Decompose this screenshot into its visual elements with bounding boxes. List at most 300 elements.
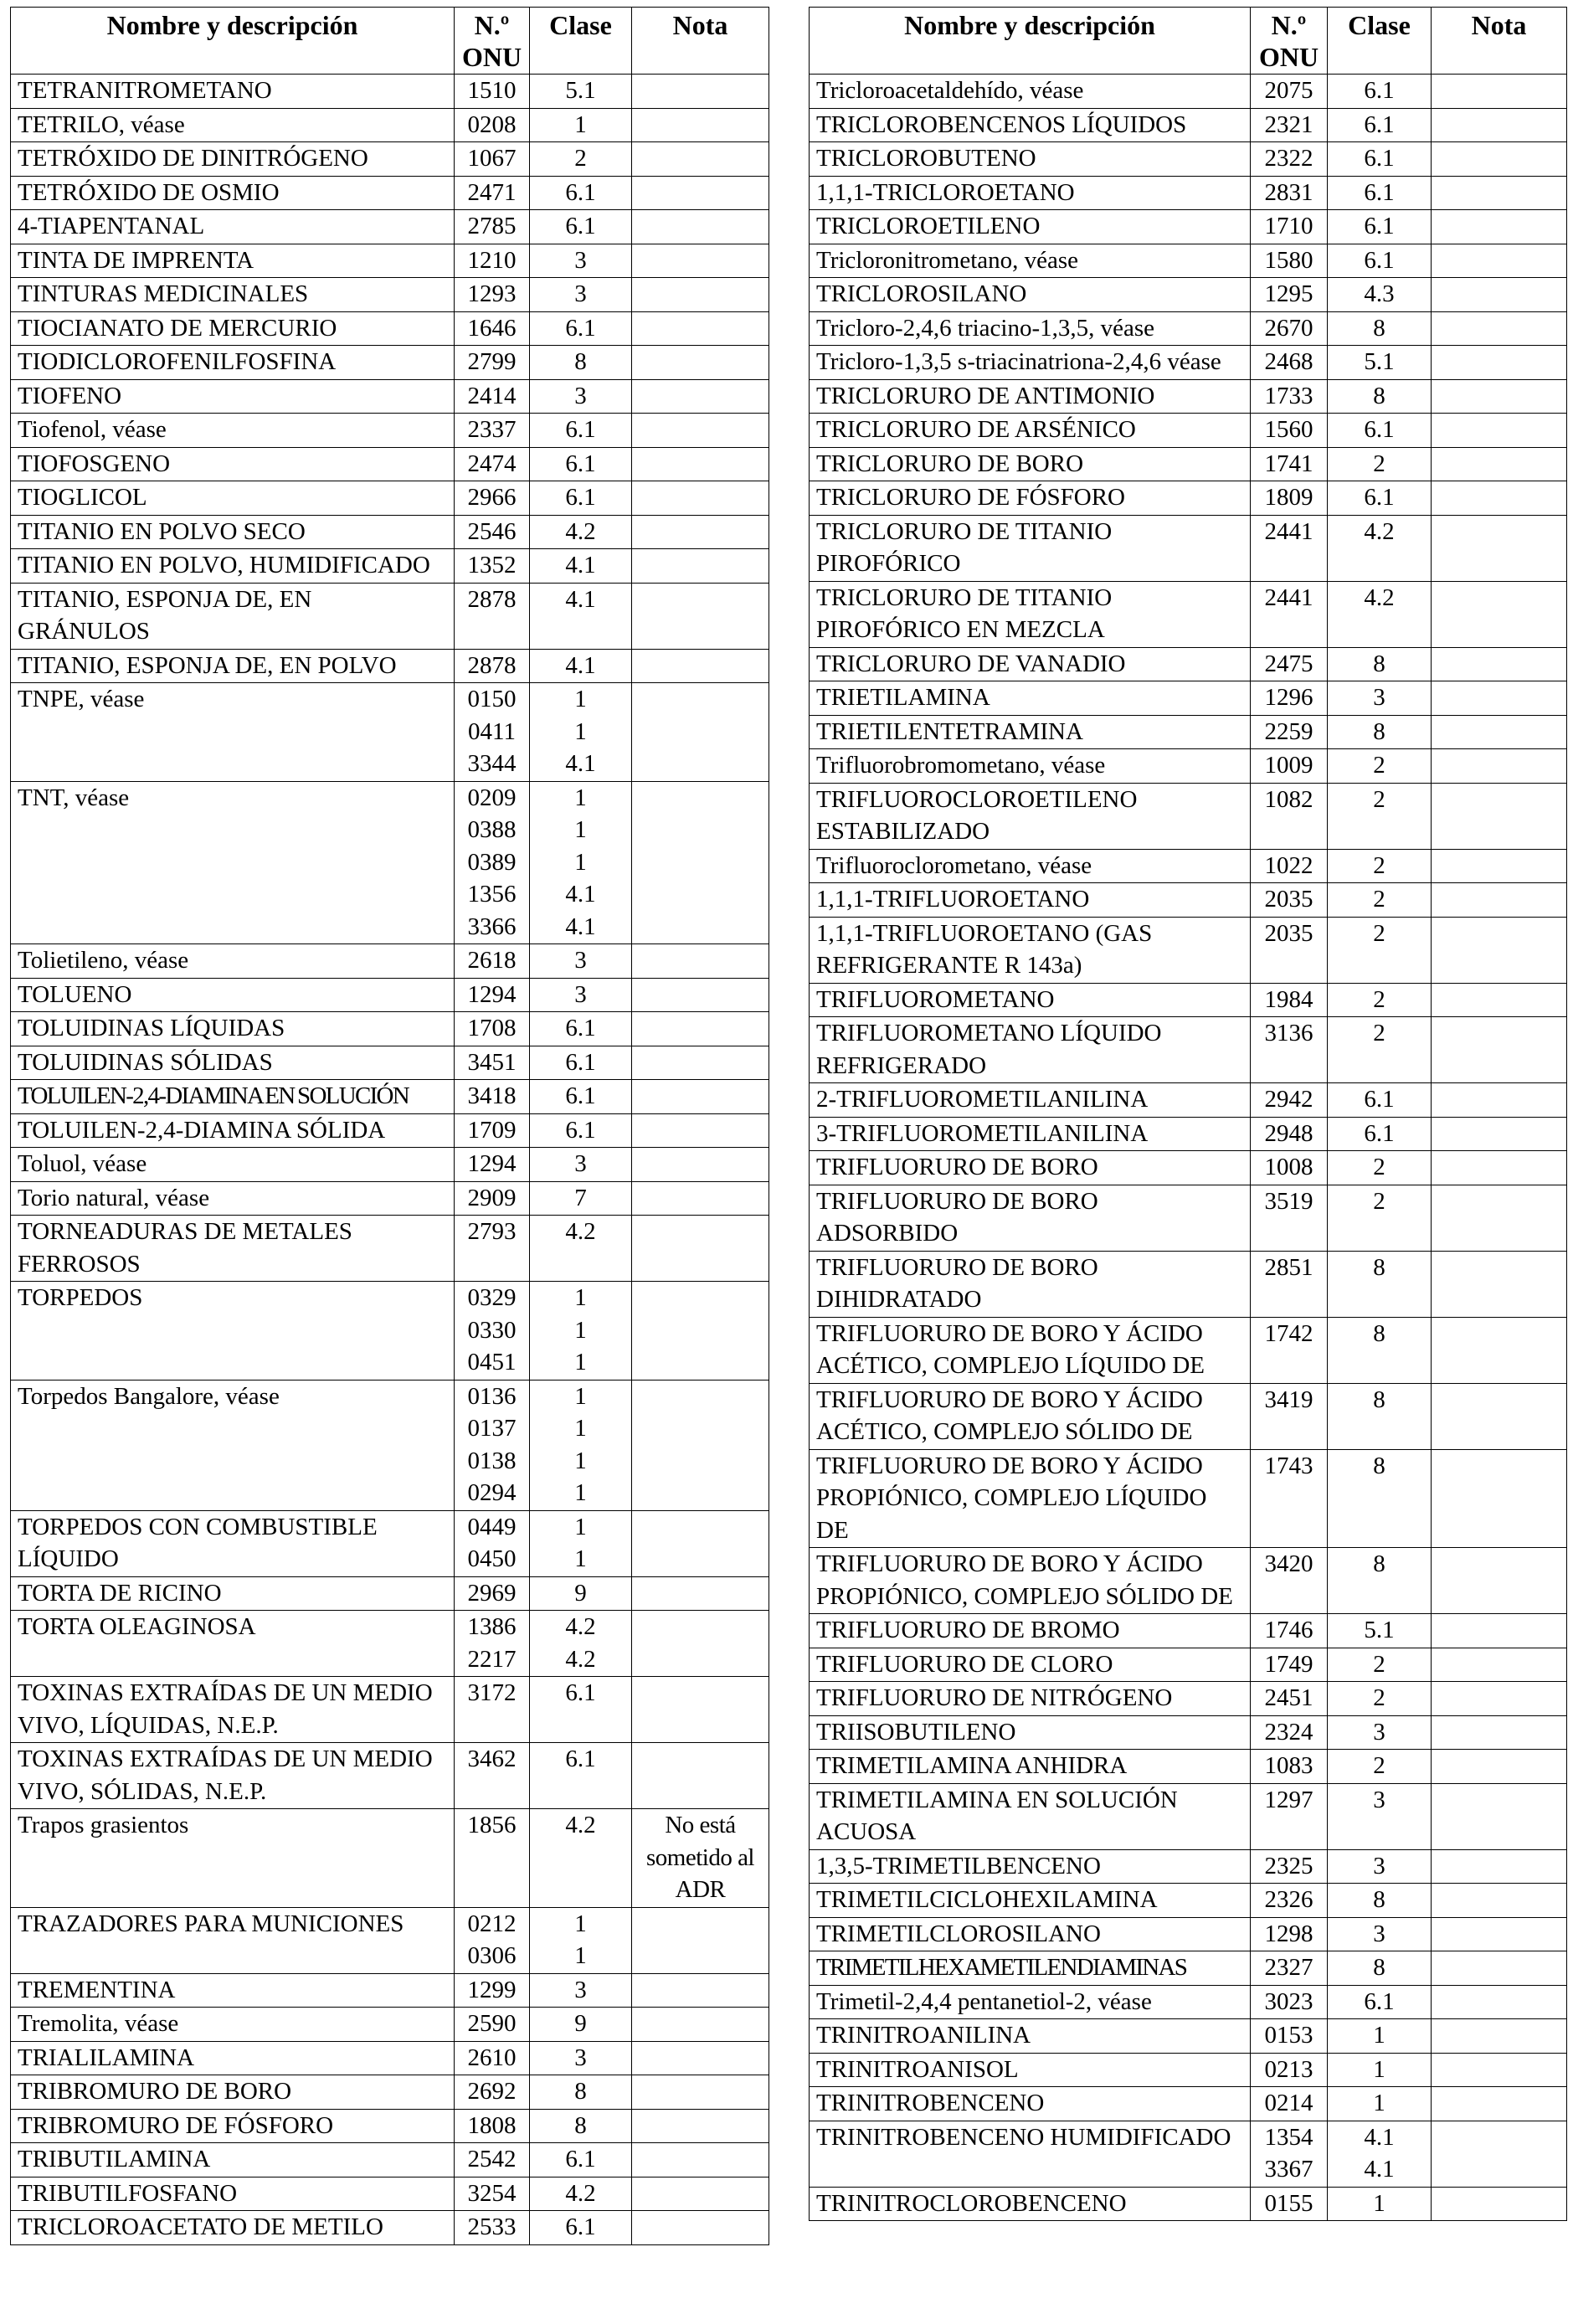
un-number: 0388 — [467, 816, 517, 843]
un-number: 1354 — [1264, 2123, 1313, 2151]
header-nota: Nota — [632, 8, 769, 75]
hazard-class: 1 — [574, 1415, 587, 1442]
table-row — [11, 244, 769, 278]
substance-name: 1,1,1-TRICLOROETANO — [810, 176, 1251, 210]
hazard-class-cell — [1328, 2019, 1432, 2054]
note-cell — [632, 649, 769, 683]
note-cell — [1432, 447, 1567, 481]
table-row — [810, 75, 1567, 109]
un-number: 2414 — [467, 382, 517, 409]
header-clase: Clase — [1328, 8, 1432, 75]
table-body-left — [11, 75, 769, 2245]
un-number-cell — [1251, 1017, 1328, 1083]
un-number: 0155 — [1264, 2189, 1313, 2217]
un-number: 0213 — [1264, 2055, 1313, 2083]
table-row — [810, 2087, 1567, 2121]
hazard-class-cell — [1328, 749, 1432, 784]
un-number: 2324 — [1264, 1718, 1313, 1746]
hazard-class-cell — [1328, 1682, 1432, 1716]
un-number-cell — [1251, 244, 1328, 278]
un-number: 1210 — [467, 246, 517, 274]
hazard-class: 6.1 — [565, 1679, 596, 1706]
header-onu-line2: ONU — [461, 42, 522, 72]
un-number: 1296 — [1264, 684, 1313, 711]
un-number: 3419 — [1264, 1386, 1313, 1413]
un-number-cell — [1251, 1715, 1328, 1750]
hazard-class: 1 — [574, 1479, 587, 1506]
table-row — [810, 379, 1567, 414]
table-row — [810, 1117, 1567, 1151]
hazard-class: 1 — [1373, 2189, 1385, 2217]
hazard-class: 4.1 — [565, 881, 596, 907]
table-row — [11, 2143, 769, 2177]
un-number-cell — [1251, 379, 1328, 414]
un-number-cell — [1251, 75, 1328, 109]
table-row — [11, 683, 769, 782]
un-number-cell — [455, 1012, 530, 1046]
hazard-class: 8 — [1373, 1319, 1385, 1347]
hazard-class: 1 — [574, 1513, 587, 1540]
hazard-class-cell — [1328, 1884, 1432, 1918]
un-number: 2831 — [1264, 178, 1313, 206]
note-cell — [632, 781, 769, 944]
hazard-class: 3 — [1373, 1852, 1385, 1879]
un-number-cell — [455, 75, 530, 109]
un-number: 0208 — [467, 111, 517, 138]
un-number: 0153 — [1264, 2022, 1313, 2049]
un-number-cell — [1251, 1383, 1328, 1449]
hazard-class: 1 — [1373, 2090, 1385, 2116]
table-row — [810, 1449, 1567, 1548]
note-cell — [632, 481, 769, 516]
un-number-cell — [455, 1809, 530, 1908]
substance-name: Toluol, véase — [11, 1148, 455, 1182]
un-number: 0136 — [467, 1382, 517, 1410]
note-cell — [1432, 481, 1567, 516]
un-number: 0450 — [467, 1545, 517, 1572]
un-number: 2035 — [1264, 919, 1313, 947]
substance-name: TRICLORURO DE TITANIO PIROFÓRICO — [810, 515, 1251, 581]
table-row — [11, 944, 769, 979]
un-number-cell — [1251, 1750, 1328, 1784]
substance-name: TITANIO EN POLVO SECO — [11, 515, 455, 549]
header-row — [11, 8, 769, 75]
hazard-class: 1 — [574, 816, 587, 843]
note-cell — [1432, 1783, 1567, 1849]
note-cell — [1432, 1017, 1567, 1083]
table-row — [810, 581, 1567, 647]
un-number-cell — [1251, 515, 1328, 581]
hazard-class-cell — [530, 649, 632, 683]
hazard-class-cell — [1328, 1317, 1432, 1383]
un-number-cell — [1251, 1783, 1328, 1849]
hazard-class: 2 — [574, 145, 587, 172]
hazard-class: 8 — [1373, 650, 1385, 677]
note-cell — [632, 210, 769, 244]
un-number: 2325 — [1264, 1852, 1313, 1879]
hazard-class: 2 — [1373, 752, 1385, 779]
note-cell — [1432, 244, 1567, 278]
hazard-class: 2 — [1373, 851, 1385, 879]
un-number: 2441 — [1264, 517, 1313, 545]
substance-name: TRICLOROBENCENOS LÍQUIDOS — [810, 108, 1251, 142]
un-number-cell — [1251, 414, 1328, 448]
un-number-cell — [1251, 749, 1328, 784]
un-number: 1299 — [467, 1976, 517, 2003]
table-row — [810, 278, 1567, 312]
table-row — [810, 917, 1567, 983]
un-number-cell — [455, 2075, 530, 2110]
hazard-class-cell — [530, 414, 632, 448]
hazard-class-cell — [530, 1743, 632, 1809]
un-number-cell — [455, 346, 530, 380]
un-number-cell — [455, 583, 530, 649]
un-number: 1009 — [1264, 752, 1313, 779]
note-cell — [1432, 2087, 1567, 2121]
un-number-cell — [455, 1907, 530, 1973]
un-number: 2909 — [467, 1184, 517, 1211]
un-number-cell — [1251, 1951, 1328, 1986]
un-number-cell — [1251, 346, 1328, 380]
substance-name: TRIBROMURO DE FÓSFORO — [11, 2109, 455, 2143]
hazard-class: 6.1 — [565, 2146, 596, 2172]
un-number-cell — [455, 2177, 530, 2211]
un-number: 2878 — [467, 651, 517, 679]
note-cell — [1432, 1682, 1567, 1716]
un-number: 1749 — [1264, 1650, 1313, 1678]
note-cell — [1432, 849, 1567, 883]
table-row — [810, 1648, 1567, 1682]
hazard-class: 6.1 — [1364, 77, 1395, 104]
table-row — [810, 883, 1567, 918]
un-number-cell — [1251, 278, 1328, 312]
hazard-class-cell — [1328, 346, 1432, 380]
note-cell — [632, 108, 769, 142]
un-number-cell — [1251, 1884, 1328, 1918]
substance-name: 4-TIAPENTANAL — [11, 210, 455, 244]
hazard-class-cell — [1328, 783, 1432, 849]
substance-name: TRIETILENTETRAMINA — [810, 715, 1251, 749]
hazard-class: 1 — [574, 1284, 587, 1311]
note-cell — [1432, 346, 1567, 380]
table-row — [11, 2177, 769, 2211]
un-number-cell — [1251, 2053, 1328, 2087]
substance-name: Trapos grasientos — [11, 1809, 455, 1908]
substance-name: TRAZADORES PARA MUNICIONES — [11, 1907, 455, 1973]
un-number-cell — [1251, 2019, 1328, 2054]
header-onu — [1251, 8, 1328, 75]
hazard-class: 4.2 — [1364, 517, 1395, 545]
hazard-class-cell — [530, 2075, 632, 2110]
hazard-class-cell — [530, 1576, 632, 1611]
table-row — [810, 515, 1567, 581]
table-row — [810, 1783, 1567, 1849]
substance-name: TIOFENO — [11, 379, 455, 414]
un-number: 3420 — [1264, 1550, 1313, 1577]
substance-name: TORTA DE RICINO — [11, 1576, 455, 1611]
un-number: 0150 — [467, 686, 517, 712]
note-cell — [1432, 142, 1567, 177]
hazard-class-cell — [530, 781, 632, 944]
hazard-class: 3 — [574, 382, 587, 409]
un-number-cell — [1251, 1648, 1328, 1682]
hazard-class: 6.1 — [1364, 178, 1395, 206]
un-number-cell — [455, 244, 530, 278]
un-number-cell — [1251, 1548, 1328, 1614]
hazard-class-cell — [530, 1113, 632, 1148]
note-cell — [632, 1611, 769, 1677]
substance-name: TRICLORURO DE VANADIO — [810, 647, 1251, 681]
hazard-class-cell — [530, 944, 632, 979]
table-row — [11, 583, 769, 649]
un-number-cell — [455, 549, 530, 584]
substance-name: TRIMETILCLOROSILANO — [810, 1917, 1251, 1951]
un-number-cell — [455, 1080, 530, 1114]
hazard-class: 6.1 — [565, 314, 596, 342]
un-number-cell — [1251, 681, 1328, 716]
hazard-class-cell — [530, 2109, 632, 2143]
un-number-cell — [455, 683, 530, 782]
un-number-cell — [1251, 883, 1328, 918]
note-cell — [1432, 2121, 1567, 2187]
hazard-class-cell — [530, 2177, 632, 2211]
hazard-class-cell — [1328, 1251, 1432, 1317]
hazard-class: 4.2 — [565, 1613, 596, 1640]
hazard-class-cell — [1328, 2053, 1432, 2087]
hazard-class: 2 — [1373, 1650, 1385, 1678]
table-row — [810, 1682, 1567, 1716]
table-row — [810, 1083, 1567, 1118]
hazard-class-cell — [530, 447, 632, 481]
substance-name: TORNEADURAS DE METALES FERROSOS — [11, 1216, 455, 1282]
un-number-cell — [1251, 581, 1328, 647]
table-row — [11, 2211, 769, 2245]
un-number-cell — [455, 515, 530, 549]
un-number-cell — [1251, 142, 1328, 177]
hazard-class-cell — [1328, 1985, 1432, 2019]
hazard-class-cell — [530, 1907, 632, 1973]
un-number: 2259 — [1264, 717, 1313, 745]
substance-name: TETRÓXIDO DE OSMIO — [11, 176, 455, 210]
hazard-class: 7 — [574, 1184, 587, 1211]
un-number-cell — [1251, 1251, 1328, 1317]
un-number: 1809 — [1264, 484, 1313, 511]
un-number: 1008 — [1264, 1154, 1313, 1180]
substance-name: TRIFLUORURO DE BROMO — [810, 1614, 1251, 1648]
header-nota: Nota — [1432, 8, 1567, 75]
hazard-class-cell — [530, 481, 632, 516]
substance-name: TRIFLUORURO DE CLORO — [810, 1648, 1251, 1682]
substance-name: TRIMETILHEXAMETILENDIAMINAS — [810, 1951, 1251, 1986]
note-cell — [632, 515, 769, 549]
hazard-class-cell — [530, 1148, 632, 1182]
un-number-cell — [1251, 849, 1328, 883]
substance-name: TRIFLUORURO DE BORO Y ÁCIDO ACÉTICO, COMPLEJO SÓLIDO DE — [810, 1383, 1251, 1449]
hazard-class: 5.1 — [565, 77, 596, 104]
note-cell — [632, 2211, 769, 2245]
un-number-cell — [1251, 1083, 1328, 1118]
note-cell — [632, 1282, 769, 1381]
hazard-class-cell — [1328, 1951, 1432, 1986]
hazard-class: 2 — [1373, 785, 1385, 813]
un-number: 2327 — [1264, 1954, 1313, 1981]
un-number-cell — [455, 944, 530, 979]
table-row — [11, 649, 769, 683]
un-number-cell — [455, 978, 530, 1012]
substance-name: TOLUILEN-2,4-DIAMINA SÓLIDA — [11, 1113, 455, 1148]
substance-name: TREMENTINA — [11, 1973, 455, 2008]
note-cell — [1432, 715, 1567, 749]
hazard-class-cell — [530, 176, 632, 210]
un-number: 0411 — [468, 717, 516, 745]
hazard-class: 6.1 — [565, 416, 596, 443]
substance-name: TRIBUTILAMINA — [11, 2143, 455, 2177]
substance-name: Tricloronitrometano, véase — [810, 244, 1251, 278]
un-number: 1356 — [467, 881, 517, 907]
hazard-class-cell — [1328, 379, 1432, 414]
hazard-class: 4.1 — [565, 585, 596, 613]
table-row — [11, 311, 769, 346]
hazard-class: 1 — [574, 1545, 587, 1572]
hazard-class-cell — [1328, 681, 1432, 716]
substance-name: TRIISOBUTILENO — [810, 1715, 1251, 1750]
substance-name: TITANIO, ESPONJA DE, EN GRÁNULOS — [11, 583, 455, 649]
note-cell — [1432, 176, 1567, 210]
table-row — [11, 346, 769, 380]
un-number-cell — [455, 1743, 530, 1809]
header-onu-line1: N.º — [1271, 10, 1307, 40]
substance-name: Torpedos Bangalore, véase — [11, 1380, 455, 1510]
hazard-class: 1 — [574, 848, 587, 876]
table-row — [11, 481, 769, 516]
substance-name: TNPE, véase — [11, 683, 455, 782]
hazard-class: 6.1 — [1364, 484, 1395, 511]
hazard-class: 8 — [1373, 1253, 1385, 1281]
table-row — [810, 481, 1567, 516]
note-cell — [632, 1380, 769, 1510]
hazard-class: 8 — [1373, 1886, 1385, 1913]
table-row — [11, 447, 769, 481]
table-row — [11, 1677, 769, 1743]
un-number-cell — [455, 108, 530, 142]
note-cell — [632, 1181, 769, 1216]
hazard-class: 2 — [1373, 1154, 1385, 1180]
table-row — [11, 414, 769, 448]
un-number: 2326 — [1264, 1886, 1313, 1913]
un-number-cell — [455, 210, 530, 244]
un-number: 2851 — [1264, 1253, 1313, 1281]
substance-name: TRIMETILAMINA EN SOLUCIÓN ACUOSA — [810, 1783, 1251, 1849]
un-number-cell — [455, 142, 530, 177]
un-number-cell — [455, 414, 530, 448]
note-cell — [1432, 1117, 1567, 1151]
un-number-cell — [455, 1973, 530, 2008]
table-row — [810, 2121, 1567, 2187]
un-number: 1984 — [1264, 985, 1313, 1013]
header-name: Nombre y descripción — [11, 8, 455, 75]
hazard-class: 6.1 — [565, 2213, 596, 2240]
note-cell — [632, 311, 769, 346]
un-number: 2474 — [467, 450, 517, 477]
hazard-class: 6.1 — [1364, 111, 1395, 138]
substance-name: Tremolita, véase — [11, 2008, 455, 2042]
table-row — [11, 1282, 769, 1381]
table-row — [810, 2187, 1567, 2221]
un-number-cell — [455, 1148, 530, 1182]
hazard-class: 1 — [574, 1316, 587, 1344]
hazard-class-cell — [1328, 1917, 1432, 1951]
un-number: 1386 — [467, 1613, 517, 1640]
un-number: 2035 — [1264, 886, 1313, 913]
table-row — [810, 647, 1567, 681]
un-number: 2942 — [1264, 1086, 1313, 1113]
note-cell — [632, 2143, 769, 2177]
hazard-class-cell — [530, 978, 632, 1012]
un-number-cell — [1251, 983, 1328, 1017]
hazard-class-cell — [530, 515, 632, 549]
un-number: 2321 — [1264, 111, 1313, 138]
un-number-cell — [1251, 783, 1328, 849]
table-row — [810, 715, 1567, 749]
hazard-class-cell — [530, 244, 632, 278]
substance-name: TRINITROBENCENO — [810, 2087, 1251, 2121]
hazard-class: 4.2 — [565, 2179, 596, 2207]
hazard-class: 6.1 — [565, 213, 596, 239]
hazard-class: 1 — [574, 1447, 587, 1474]
un-number-cell — [1251, 1917, 1328, 1951]
substance-name: TETRÓXIDO DE DINITRÓGENO — [11, 142, 455, 177]
note-cell — [632, 1012, 769, 1046]
table-row — [11, 2041, 769, 2075]
un-number: 0451 — [467, 1349, 517, 1375]
table-row — [11, 1080, 769, 1114]
un-number: 2948 — [1264, 1119, 1313, 1147]
hazard-class: 2 — [1373, 450, 1385, 477]
table-row — [810, 1849, 1567, 1884]
table-row — [810, 1017, 1567, 1083]
note-cell — [1432, 1548, 1567, 1614]
table-row — [810, 1715, 1567, 1750]
table-row — [810, 1185, 1567, 1251]
hazard-class: 3 — [574, 980, 587, 1008]
substance-name: TNT, véase — [11, 781, 455, 944]
un-number: 3366 — [467, 913, 517, 940]
substance-name: 3-TRIFLUOROMETILANILINA — [810, 1117, 1251, 1151]
table-row — [11, 978, 769, 1012]
hazard-class: 3 — [574, 246, 587, 274]
un-number-cell — [455, 781, 530, 944]
un-number-cell — [455, 278, 530, 312]
hazard-class: 6.1 — [565, 1116, 596, 1144]
note-cell — [632, 583, 769, 649]
table-row — [11, 549, 769, 584]
hazard-class-cell — [1328, 1151, 1432, 1185]
un-number: 2542 — [467, 2146, 517, 2172]
hazard-class: 8 — [1373, 717, 1385, 745]
note-cell — [1432, 311, 1567, 346]
hazard-class: 1 — [574, 111, 587, 138]
hazard-class-cell — [530, 2143, 632, 2177]
hazard-class-cell — [1328, 581, 1432, 647]
substance-name: 2-TRIFLUOROMETILANILINA — [810, 1083, 1251, 1118]
note-cell — [632, 1677, 769, 1743]
table-row — [11, 781, 769, 944]
table-row — [11, 1046, 769, 1080]
note-cell — [632, 142, 769, 177]
hazard-class-cell — [530, 379, 632, 414]
hazard-class: 3 — [1373, 1786, 1385, 1813]
substance-name: Tolietileno, véase — [11, 944, 455, 979]
